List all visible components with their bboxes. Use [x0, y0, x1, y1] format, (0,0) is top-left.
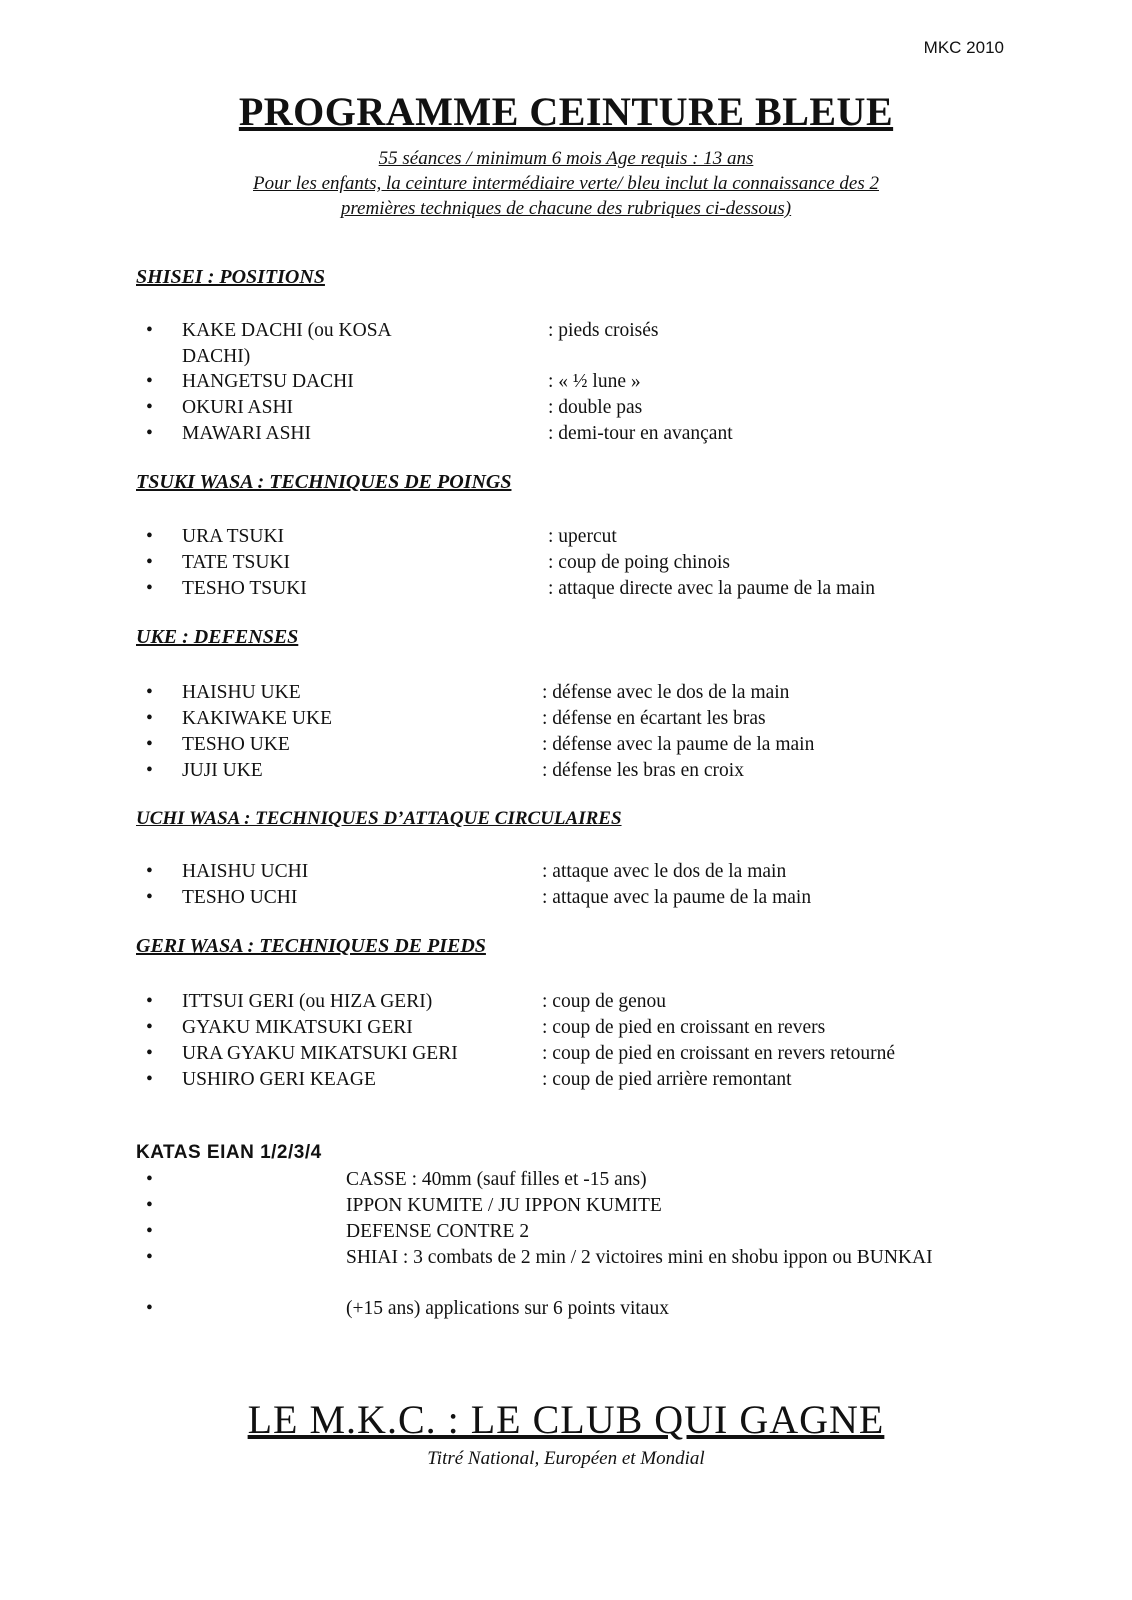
bullet-icon: • — [146, 320, 153, 341]
bullet-icon: • — [146, 371, 153, 392]
section-heading-tsuki-wasa: TSUKI WASA : TECHNIQUES DE POINGS — [136, 471, 512, 493]
list-item — [0, 1041, 1132, 1067]
bullet-icon: • — [146, 397, 153, 418]
list-item — [0, 859, 1132, 885]
bullet-icon: • — [146, 991, 153, 1012]
list-item — [0, 550, 1132, 576]
section-list-uchi-wasa — [0, 859, 1132, 911]
technique-description: : coup de pied en croissant en revers retourné — [542, 1043, 896, 1064]
technique-description: : attaque directe avec la paume de la main — [548, 578, 875, 599]
list-item — [0, 706, 1132, 732]
technique-name: TESHO UKE — [182, 734, 290, 755]
bullet-icon: • — [146, 887, 153, 908]
technique-name: HAISHU UKE — [182, 682, 301, 703]
technique-description: : demi-tour en avançant — [548, 423, 733, 444]
list-item — [0, 318, 1132, 369]
technique-name: HANGETSU DACHI — [182, 371, 354, 392]
bullet-icon: • — [146, 1043, 153, 1064]
section-list-uke — [0, 680, 1132, 784]
technique-name: URA GYAKU MIKATSUKI GERI — [182, 1043, 458, 1064]
list-item — [0, 1167, 1132, 1193]
intro-line: premières techniques de chacune des rubriques ci-dessous) — [340, 198, 792, 219]
list-item — [0, 395, 1132, 421]
bullet-icon: • — [146, 1195, 153, 1216]
technique-name: URA TSUKI — [182, 526, 285, 547]
technique-name: HAISHU UCHI — [182, 861, 309, 882]
technique-description: : coup de pied en croissant en revers — [542, 1017, 826, 1038]
list-item — [0, 680, 1132, 706]
technique-description: : défense les bras en croix — [542, 760, 744, 781]
katas-list — [0, 1167, 1132, 1322]
requirement-text: SHIAI : 3 combats de 2 min / 2 victoires mini en shobu ippon ou BUNKAI — [346, 1247, 933, 1268]
section-list-tsuki-wasa — [0, 524, 1132, 602]
technique-description: : défense avec la paume de la main — [542, 734, 815, 755]
technique-name: KAKE DACHI (ou KOSA DACHI) — [182, 320, 391, 367]
section-heading-uke: UKE : DEFENSES — [136, 626, 299, 648]
technique-name: TESHO UCHI — [182, 887, 298, 908]
technique-name: TESHO TSUKI — [182, 578, 307, 599]
list-item — [0, 989, 1132, 1015]
club-subtitle: Titré National, Européen et Mondial — [427, 1448, 705, 1469]
bullet-icon: • — [146, 682, 153, 703]
bullet-icon: • — [146, 1017, 153, 1038]
technique-name: ITTSUI GERI (ou HIZA GERI) — [182, 991, 433, 1012]
bullet-icon: • — [146, 1069, 153, 1090]
technique-name: JUJI UKE — [182, 760, 263, 781]
technique-description: : coup de pied arrière remontant — [542, 1069, 792, 1090]
list-item — [0, 1245, 1132, 1296]
list-item — [0, 1193, 1132, 1219]
bullet-icon: • — [146, 734, 153, 755]
section-heading-geri-wasa: GERI WASA : TECHNIQUES DE PIEDS — [136, 935, 486, 957]
technique-description: : coup de genou — [542, 991, 667, 1012]
bullet-icon: • — [146, 708, 153, 729]
list-item — [0, 524, 1132, 550]
list-item — [0, 421, 1132, 447]
intro-line: Pour les enfants, la ceinture intermédiaire verte/ bleu inclut la connaissance des 2 — [253, 173, 879, 194]
bullet-icon: • — [146, 423, 153, 444]
section-heading-uchi-wasa: UCHI WASA : TECHNIQUES D’ATTAQUE CIRCULAIRES — [136, 808, 622, 829]
technique-description: : défense avec le dos de la main — [542, 682, 790, 703]
technique-name: GYAKU MIKATSUKI GERI — [182, 1017, 413, 1038]
bullet-icon: • — [146, 861, 153, 882]
technique-name: MAWARI ASHI — [182, 423, 311, 444]
requirement-text: (+15 ans) applications sur 6 points vitaux — [346, 1298, 669, 1319]
technique-description: : upercut — [548, 526, 617, 547]
intro-line: 55 séances / minimum 6 mois Age requis : 13 ans — [378, 148, 754, 169]
technique-name: KAKIWAKE UKE — [182, 708, 333, 729]
katas-heading: KATAS EIAN 1/2/3/4 — [136, 1142, 322, 1163]
technique-description: : défense en écartant les bras — [542, 708, 766, 729]
technique-description: : attaque avec la paume de la main — [542, 887, 812, 908]
requirement-text: DEFENSE CONTRE 2 — [346, 1221, 530, 1242]
bullet-icon: • — [146, 1247, 153, 1268]
list-item — [0, 758, 1132, 784]
technique-description: : « ½ lune » — [548, 371, 641, 392]
section-heading-shisei: SHISEI : POSITIONS — [136, 266, 325, 288]
technique-description: : coup de poing chinois — [548, 552, 730, 573]
bullet-icon: • — [146, 1169, 153, 1190]
list-item — [0, 1219, 1132, 1245]
list-item — [0, 732, 1132, 758]
bullet-icon: • — [146, 578, 153, 599]
requirement-text: CASSE : 40mm (sauf filles et -15 ans) — [346, 1169, 647, 1190]
intro-text — [120, 146, 1012, 221]
bullet-icon: • — [146, 760, 153, 781]
section-list-geri-wasa — [0, 989, 1132, 1093]
list-item — [0, 576, 1132, 602]
list-item — [0, 1015, 1132, 1041]
document-reference: MKC 2010 — [923, 38, 1004, 57]
page-title: PROGRAMME CEINTURE BLEUE — [238, 89, 894, 134]
bullet-icon: • — [146, 1298, 153, 1319]
technique-description: : double pas — [548, 397, 643, 418]
list-item — [0, 369, 1132, 395]
bullet-icon: • — [146, 1221, 153, 1242]
section-list-shisei — [0, 318, 1132, 447]
bullet-icon: • — [146, 526, 153, 547]
technique-name: OKURI ASHI — [182, 397, 294, 418]
technique-description: : attaque avec le dos de la main — [542, 861, 787, 882]
list-item — [0, 1296, 1132, 1322]
technique-name: USHIRO GERI KEAGE — [182, 1069, 376, 1090]
requirement-text: IPPON KUMITE / JU IPPON KUMITE — [346, 1195, 662, 1216]
bullet-icon: • — [146, 552, 153, 573]
club-slogan: LE M.K.C. : LE CLUB QUI GAGNE — [247, 1397, 885, 1442]
list-item — [0, 885, 1132, 911]
technique-description: : pieds croisés — [548, 320, 659, 341]
list-item — [0, 1067, 1132, 1093]
technique-name: TATE TSUKI — [182, 552, 291, 573]
